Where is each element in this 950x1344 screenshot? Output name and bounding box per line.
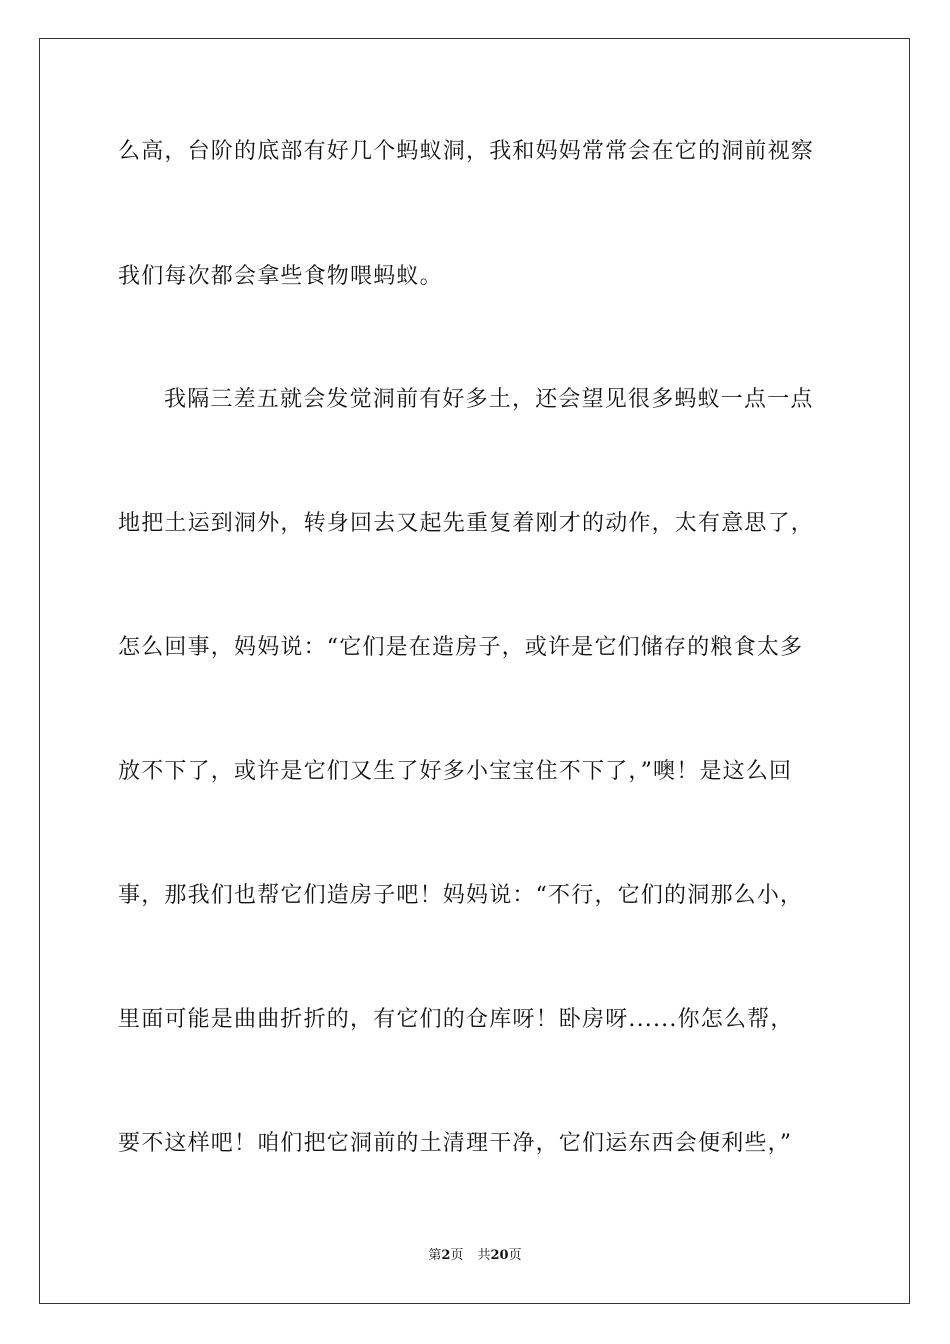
page-suffix: 页 <box>450 1248 464 1263</box>
page-border <box>39 38 910 1304</box>
body-line-3: 我隔三差五就会发觉洞前有好多土，还会望见很多蚂蚁一点一点 <box>164 387 814 412</box>
body-line-6: 放不下了，或许是它们又生了好多小宝宝住不下了，”噢！是这么回 <box>118 759 793 784</box>
page-footer <box>0 1247 950 1265</box>
body-line-4: 地把土运到洞外，转身回去又起先重复着刚才的动作，太有意思了， <box>118 511 815 536</box>
body-line-7: 事，那我们也帮它们造房子吧！妈妈说：“不行，它们的洞那么小， <box>118 883 804 908</box>
current-page-number: 2 <box>441 1248 451 1263</box>
body-line-8: 里面可能是曲曲折折的，有它们的仓库呀！卧房呀......你怎么帮， <box>118 1007 794 1032</box>
total-page-count: 20 <box>490 1248 509 1263</box>
body-line-9: 要不这样吧！咱们把它洞前的土清理干净，它们运东西会便利些，” <box>118 1131 793 1156</box>
page-prefix: 第 <box>428 1248 442 1263</box>
body-line-1: 么高，台阶的底部有好几个蚂蚁洞，我和妈妈常常会在它的洞前视察 <box>118 139 815 164</box>
body-line-2: 我们每次都会拿些食物喂蚂蚁。 <box>118 264 443 289</box>
body-line-5: 怎么回事，妈妈说：“它们是在造房子，或许是它们储存的粮食太多 <box>118 635 804 660</box>
total-suffix: 页 <box>508 1248 522 1263</box>
total-prefix: 共 <box>477 1248 491 1263</box>
